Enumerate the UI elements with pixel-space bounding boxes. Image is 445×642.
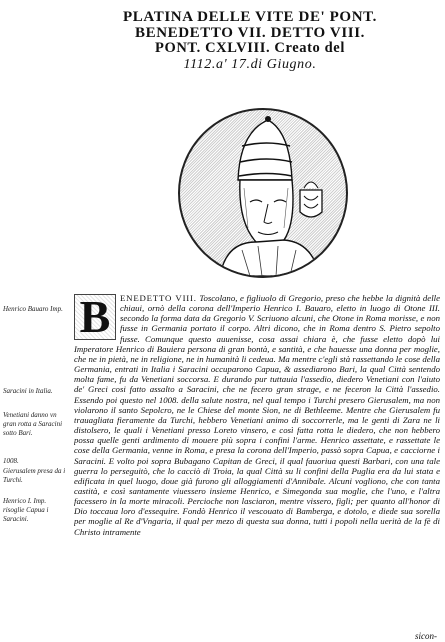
margin-note: Venetiani danno vn gran rotta a Saracini sotto Bari.	[3, 411, 63, 437]
catchword: sicon-	[415, 631, 437, 641]
pontificate-number: PONT. CXLVIII. Creato del	[155, 40, 345, 57]
body-text	[74, 293, 440, 639]
paragraph-opening: ENEDETTO VIII.	[120, 293, 197, 303]
election-date: 1112.a' 17.di Giugno.	[183, 57, 317, 73]
margin-note: Henrico Bauaro Imp.	[3, 305, 63, 313]
decorated-initial	[74, 294, 116, 340]
running-head: PLATINA DELLE VITE DE' PONT.	[123, 9, 377, 25]
margin-note: Gierusalem presa da i Turchi.	[3, 467, 66, 484]
drop-cap-letter: B	[79, 293, 111, 342]
pope-portrait-engraving-icon	[180, 110, 346, 276]
pope-name-heading: BENEDETTO VII. DETTO VIII.	[135, 25, 365, 42]
paragraph-text: Toscolano, e figliuolo di Gregorio, preso che hebbe la dignità delle chiaui, ornò della corona dell'Imperio Henrico I. Bauaro, eletto in luogo di Otone III. secondo la forma data da Gregorio V. Scriuono alcuni, che Otone in Roma morisse, e non fusse in Germania portato il corpo. Altri dicono, che in Roma dentro S. Pietro sepolto fusse. Comunque questo auuenisse, cosa assai chiara è, che fusse eletto dopò lui Imperatore Henrico di Bauiera persona di gran bontà, e santità, e che hauesse una donna per moglie, che ne in pietà, ne in religione, ne in humanità li cedeua. Ma mentre c'egli stà rassettando le cose della Germania, entrati in Italia i Saracini occuparono Capua, & assediarono Bari, la qual Città sentendo molta fame, fu da Venetiani soccorsa. E durando pur tuttauia l'assedio, diedero Venetiani con l'aiuto de' Greci cosi fatto assalto a Saracini, che ne fecero gran strage, e ne feceron la Città l'assedio. Essendo poi questo nel 1008. della salute nostra, nel qual tempo i Turchi presero Gierusalem, ma non violarono il santo Sepolcro, ne le Chiese del monte Sion, ne di Bethleeme. Mentre che Gierusalem fu trauagliata fieramente da Turchi, hebbero Venetiani animo di soccorrerle, ma le genti di Zara ne li distolsero, le quali i Venetiani presso Loreto vinsero, e così fatta rotta le diedero, che non hebbero possa quelle genti ardimento di mouere più sopra i confini l'arme. Henrico assettate, e rassettate le cose della Germania, venne in Roma, e presa la corona dell'Imperio, passò sopra Capua, e cacciorne i Saracini. E volto poi sopra Bubagano Capitan de Greci, il qual fauoriua questi Barbari, con una tale guerra lo perseguitò, che lo cacciò di Troia, la qual Città su li confini della Puglia era da lui stata e edificata in quel luogo, doue già furono gli alloggiamenti d'Annibale. Alcuni vogliono, che con tanta castità, e così santamente viuessero insieme Henrico, e Simegonda sua moglie, che l'uno, e l'altra facessero in la morte miracoli. Percioche non lasciaron, mentre vissero, figli; per quanto all'honor di Dio toccaua loro d'essequire. Fondò Henrico il vescouato di Bamberga, e dotolo, e diede sua sorella per moglie al Re d'Vngaria, il qual per mezo di questa sua donna, tutti i popoli nella uerità de la fè di Christo intramente	[74, 293, 440, 537]
papal-coat-of-arms-icon	[300, 182, 322, 217]
pope-portrait-medallion	[178, 108, 348, 278]
margin-note: 1008.	[3, 457, 19, 465]
margin-note: Saracini in Italia.	[3, 387, 53, 395]
margin-note: Henrico I. Imp. risoglie Capua i Saracini.	[3, 497, 49, 523]
page-heading	[75, 9, 425, 72]
